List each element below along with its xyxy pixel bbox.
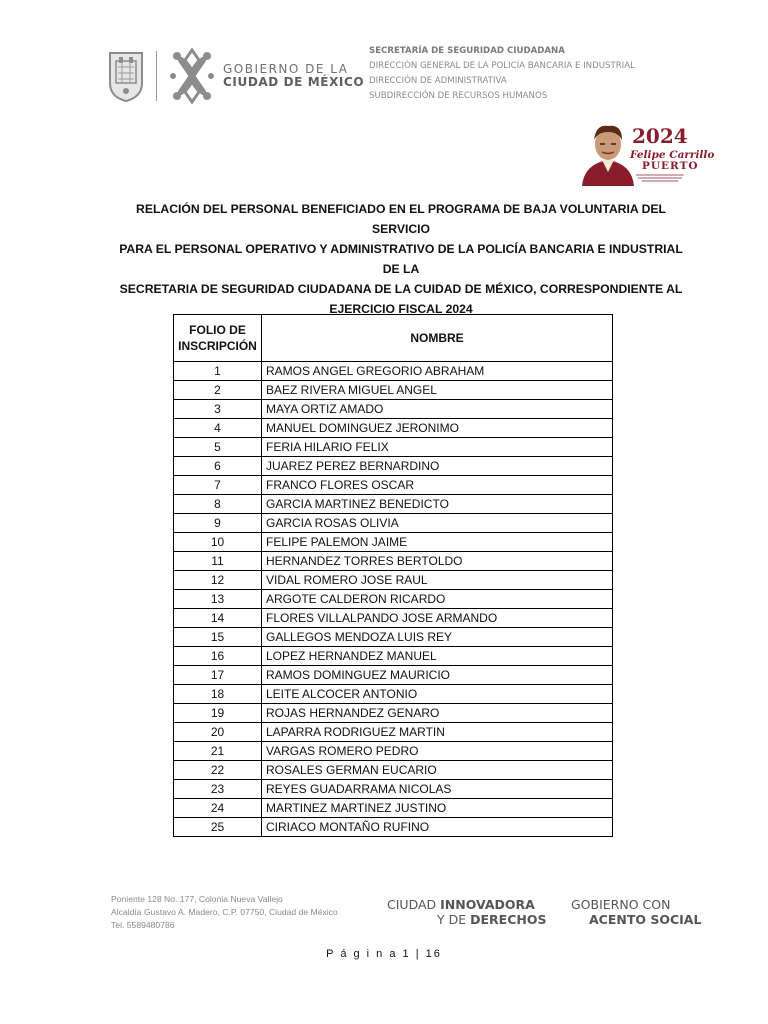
folio-cell: 25: [174, 818, 262, 837]
table-row: [174, 495, 613, 514]
table-row: [174, 476, 613, 495]
badge-name-line1: Felipe Carrillo: [630, 149, 715, 161]
title-line: EJERCICIO FISCAL 2024: [329, 302, 473, 316]
folio-cell: 20: [174, 723, 262, 742]
address-line: Alcaldía Gustavo A. Madero, C.P. 07750, Ciudad de México: [111, 907, 338, 917]
name-cell: LOPEZ HERNANDEZ MANUEL: [262, 647, 613, 666]
slogan-text-bold: DERECHOS: [470, 912, 547, 927]
folio-cell: 15: [174, 628, 262, 647]
address-line: Poniente 128 No. 177, Colonia Nueva Vallejo: [111, 894, 283, 904]
name-cell: GARCIA ROSAS OLIVIA: [262, 514, 613, 533]
slogan-text-bold: INNOVADORA: [440, 897, 535, 912]
table-row: [174, 590, 613, 609]
table-row: [174, 552, 613, 571]
table-row: [174, 609, 613, 628]
name-cell: REYES GUADARRAMA NICOLAS: [262, 780, 613, 799]
folio-cell: 21: [174, 742, 262, 761]
government-name-line1: GOBIERNO DE LA: [223, 61, 349, 76]
folio-cell: 18: [174, 685, 262, 704]
table-row: [174, 666, 613, 685]
beneficiaries-table: [173, 314, 613, 837]
name-cell: VIDAL ROMERO JOSE RAUL: [262, 571, 613, 590]
table-row: [174, 685, 613, 704]
table-row: [174, 704, 613, 723]
department-lines: [369, 44, 635, 104]
badge-year: 2024: [632, 124, 688, 148]
folio-cell: 7: [174, 476, 262, 495]
folio-cell: 11: [174, 552, 262, 571]
title-line: PARA EL PERSONAL OPERATIVO Y ADMINISTRATIVO DE LA POLICÍA BANCARIA E INDUSTRIAL DE LA: [119, 242, 683, 276]
folio-cell: 22: [174, 761, 262, 780]
folio-cell: 2: [174, 381, 262, 400]
name-cell: ARGOTE CALDERON RICARDO: [262, 590, 613, 609]
cdmx-emblem-icon: [169, 48, 215, 104]
folio-cell: 4: [174, 419, 262, 438]
table-row: [174, 438, 613, 457]
table-row: [174, 400, 613, 419]
document-title: [110, 199, 692, 319]
badge-name-line2: PUERTO: [642, 160, 699, 172]
government-name-line2: CIUDAD DE MÉXICO: [223, 75, 365, 89]
phone-line: Tel. 5589480786: [111, 920, 175, 930]
folio-cell: 14: [174, 609, 262, 628]
folio-cell: 13: [174, 590, 262, 609]
folio-cell: 19: [174, 704, 262, 723]
table-row: [174, 419, 613, 438]
name-cell: VARGAS ROMERO PEDRO: [262, 742, 613, 761]
page-number: P á g i n a 1 | 16: [326, 948, 442, 960]
name-cell: ROSALES GERMAN EUCARIO: [262, 761, 613, 780]
slogan-text: GOBIERNO CON: [571, 897, 671, 912]
footer-address: [111, 893, 338, 932]
table-row: [174, 533, 613, 552]
folio-header-line2: INSCRIPCIÓN: [178, 339, 257, 353]
table-row: [174, 780, 613, 799]
slogan-text-bold: ACENTO SOCIAL: [589, 912, 702, 927]
folio-cell: 1: [174, 362, 262, 381]
government-name: [223, 63, 364, 89]
department-line: SUBDIRECCIÓN DE RECURSOS HUMANOS: [369, 91, 548, 101]
title-line: SECRETARIA DE SEGURIDAD CIUDADANA DE LA CUIDAD DE MÉXICO, CORRESPONDIENTE AL: [119, 282, 683, 296]
name-cell: JUAREZ PEREZ BERNARDINO: [262, 457, 613, 476]
table-header-row: [174, 315, 613, 362]
name-cell: CIRIACO MONTAÑO RUFINO: [262, 818, 613, 837]
folio-cell: 10: [174, 533, 262, 552]
name-cell: HERNANDEZ TORRES BERTOLDO: [262, 552, 613, 571]
table-row: [174, 457, 613, 476]
folio-cell: 12: [174, 571, 262, 590]
folio-cell: 3: [174, 400, 262, 419]
name-cell: MAYA ORTIZ AMADO: [262, 400, 613, 419]
slogan-text: Y DE: [437, 912, 471, 927]
title-line: RELACIÓN DEL PERSONAL BENEFICIADO EN EL PROGRAMA DE BAJA VOLUNTARIA DEL SERVICIO: [136, 202, 666, 236]
table-row: [174, 799, 613, 818]
table-row: [174, 818, 613, 837]
name-cell: ROJAS HERNANDEZ GENARO: [262, 704, 613, 723]
name-cell: FERIA HILARIO FELIX: [262, 438, 613, 457]
table-row: [174, 381, 613, 400]
name-cell: FRANCO FLORES OSCAR: [262, 476, 613, 495]
folio-cell: 9: [174, 514, 262, 533]
department-line: SECRETARÍA DE SEGURIDAD CIUDADANA: [369, 46, 565, 56]
table-row: [174, 362, 613, 381]
folio-header-line1: FOLIO DE: [189, 323, 246, 337]
slogan-ciudad-innovadora: [387, 897, 546, 927]
table-row: [174, 647, 613, 666]
felipe-carrillo-puerto-logo: [578, 120, 715, 186]
name-cell: MANUEL DOMINGUEZ JERONIMO: [262, 419, 613, 438]
folio-cell: 17: [174, 666, 262, 685]
table-row: [174, 628, 613, 647]
name-cell: RAMOS ANGEL GREGORIO ABRAHAM: [262, 362, 613, 381]
name-cell: FELIPE PALEMON JAIME: [262, 533, 613, 552]
table-row: [174, 761, 613, 780]
name-cell: MARTINEZ MARTINEZ JUSTINO: [262, 799, 613, 818]
folio-cell: 5: [174, 438, 262, 457]
name-cell: GARCIA MARTINEZ BENEDICTO: [262, 495, 613, 514]
name-cell: LEITE ALCOCER ANTONIO: [262, 685, 613, 704]
slogan-text: CIUDAD: [387, 897, 441, 912]
folio-cell: 6: [174, 457, 262, 476]
name-cell: GALLEGOS MENDOZA LUIS REY: [262, 628, 613, 647]
table-row: [174, 742, 613, 761]
table-row: [174, 514, 613, 533]
department-line: DIRECCIÓN GENERAL DE LA POLICÍA BANCARIA E INDUSTRIAL: [369, 61, 635, 71]
folio-cell: 8: [174, 495, 262, 514]
badge-fine-print: [634, 173, 686, 183]
name-cell: BAEZ RIVERA MIGUEL ANGEL: [262, 381, 613, 400]
coat-of-arms-icon: [108, 49, 144, 103]
department-line: DIRECCIÓN DE ADMINISTRATIVA: [369, 76, 507, 86]
table-row: [174, 723, 613, 742]
table-body: [174, 362, 613, 837]
slogan-acento-social: [571, 897, 701, 927]
column-header-name: NOMBRE: [262, 315, 613, 362]
table-row: [174, 571, 613, 590]
name-cell: LAPARRA RODRIGUEZ MARTIN: [262, 723, 613, 742]
portrait-icon: [578, 120, 638, 186]
folio-cell: 23: [174, 780, 262, 799]
column-header-folio: [174, 315, 262, 362]
folio-cell: 16: [174, 647, 262, 666]
name-cell: RAMOS DOMINGUEZ MAURICIO: [262, 666, 613, 685]
logo-divider: [156, 51, 157, 101]
folio-cell: 24: [174, 799, 262, 818]
cdmx-logo: [108, 46, 364, 106]
name-cell: FLORES VILLALPANDO JOSE ARMANDO: [262, 609, 613, 628]
